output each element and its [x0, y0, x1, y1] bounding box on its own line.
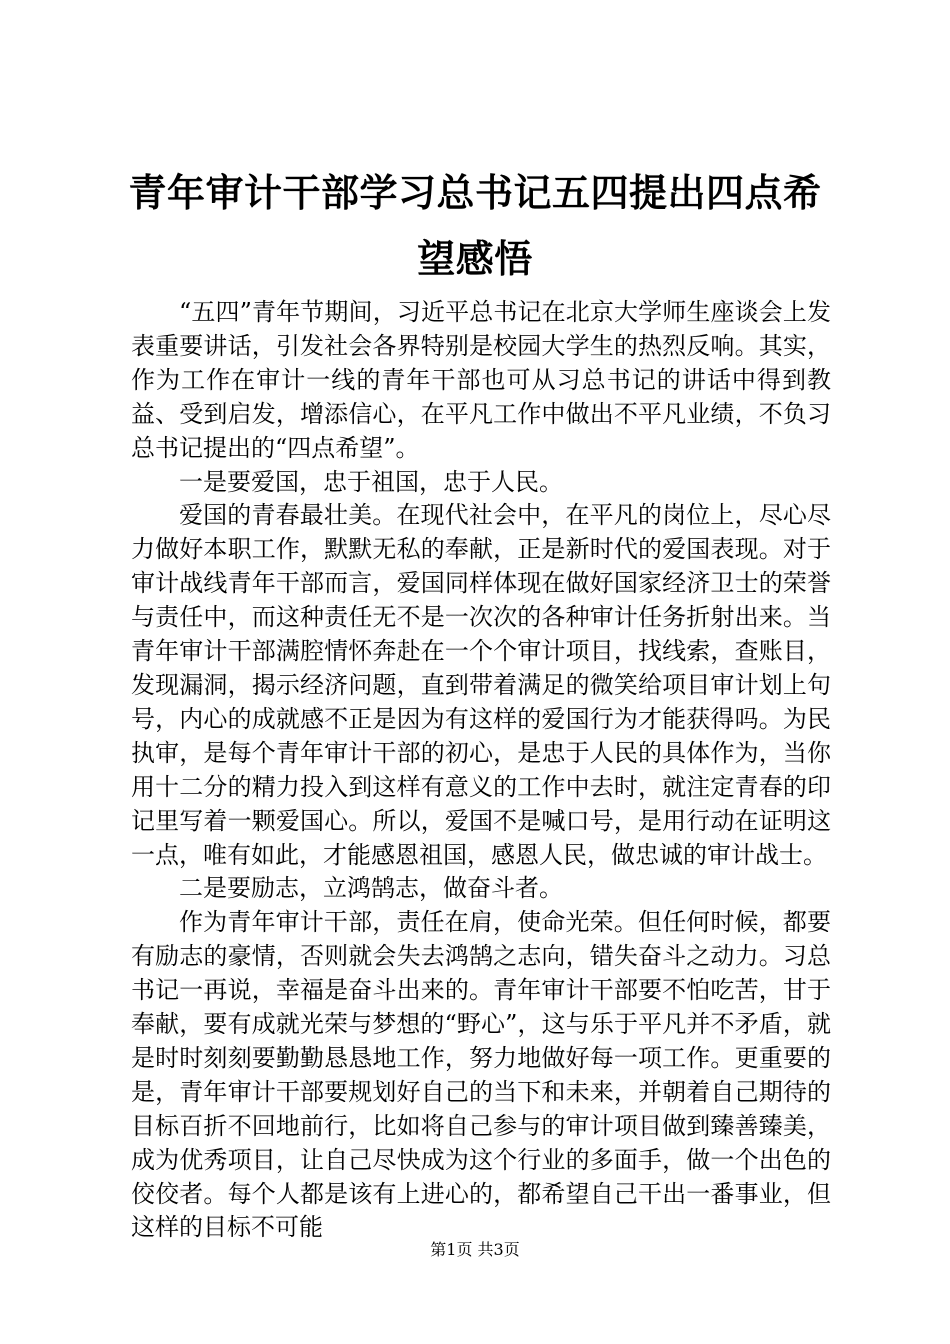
paragraph-intro: “五四”青年节期间，习近平总书记在北京大学师生座谈会上发表重要讲话，引发社会各界特别是校园大学生的热烈反响。其实，作为工作在审计一线的青年干部也可从习总书记的讲话中得到教益、受到启发，增添信心，在平凡工作中做出不平凡业绩，不负习总书记提出的“四点希望”。: [131, 298, 831, 462]
paragraph-patriotism: 爱国的青春最壮美。在现代社会中，在平凡的岗位上，尽心尽力做好本职工作，默默无私的奉献，正是新时代的爱国表现。对于审计战线青年干部而言，爱国同样体现在做好国家经济卫士的荣誉与责任中，而这种责任无不是一次次的各种审计任务折射出来。当青年审计干部满腔情怀奔赴在一个个审计项目，找线索，查账目，发现漏洞，揭示经济问题，直到带着满足的微笑给项目审计划上句号，内心的成就感不正是因为有这样的爱国行为才能获得吗。为民执审，是每个青年审计干部的初心，是忠于人民的具体作为，当你用十二分的精力投入到这样有意义的工作中去时，就注定青春的印记里写着一颗爱国心。所以，爱国不是喊口号，是用行动在证明这一点，唯有如此，才能感恩祖国，感恩人民，做忠诚的审计战士。: [131, 501, 831, 869]
paragraph-ambition: 作为青年审计干部，责任在肩，使命光荣。但任何时候，都要有励志的豪情，否则就会失去鸿鹄之志向，错失奋斗之动力。习总书记一再说，幸福是奋斗出来的。青年审计干部要不怕吃苦，甘于奉献，要有成就光荣与梦想的“野心”，这与乐于平凡并不矛盾，就是时时刻刻要勤勤恳恳地工作，努力地做好每一项工作。更重要的是，青年审计干部要规划好自己的当下和未来，并朝着自己期待的目标百折不回地前行，比如将自己参与的审计项目做到臻善臻美，成为优秀项目，让自己尽快成为这个行业的多面手，做一个出色的佼佼者。每个人都是该有上进心的，都希望自己干出一番事业，但这样的目标不可能: [131, 908, 831, 1242]
document-title: 青年审计干部学习总书记五四提出四点希望感悟: [128, 171, 822, 281]
page-number-footer: 第1页 共3页: [430, 1240, 520, 1259]
paragraph-heading-ambition: 二是要励志，立鸿鹄志，做奋斗者。: [179, 874, 563, 903]
paragraph-heading-patriotism: 一是要爱国，忠于祖国，忠于人民。: [179, 467, 563, 496]
document-body: [131, 296, 831, 1245]
